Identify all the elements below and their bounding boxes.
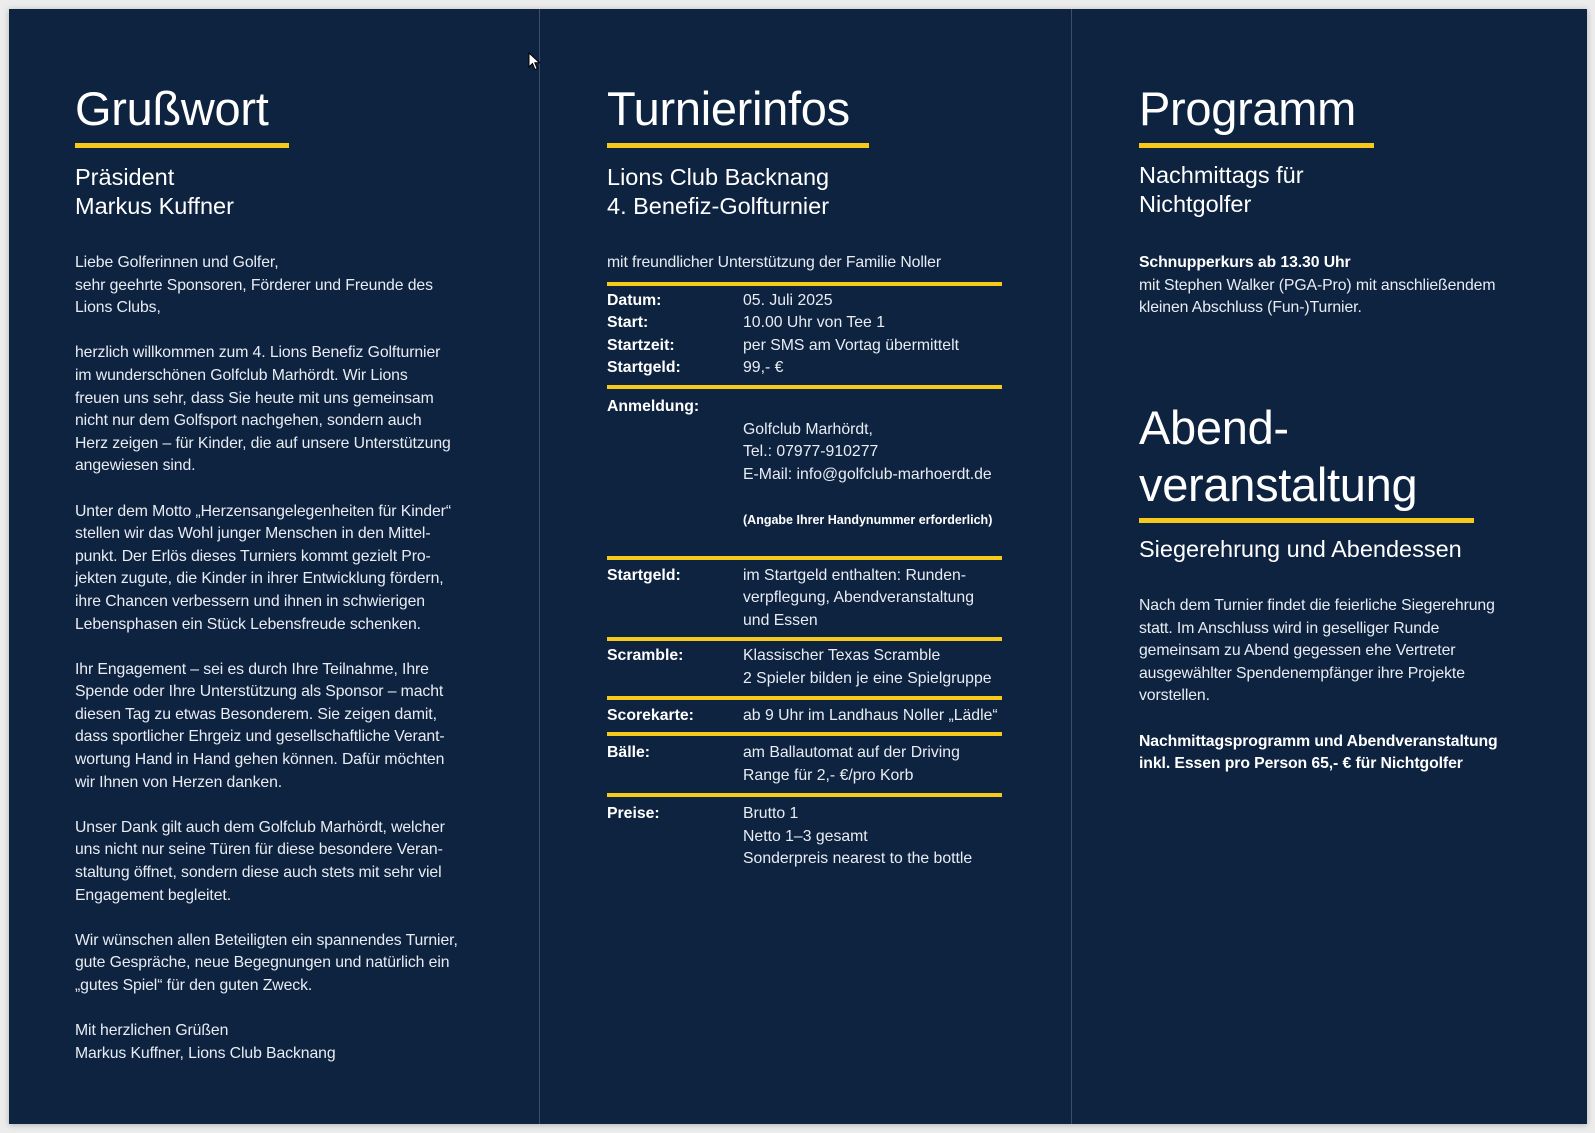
greeting-paragraph: Wir wünschen allen Beteiligten ein spannendes Turnier, gute Gespräche, neue Begegnungen und natürlich ein „gutes Spiel“ für den guten Zweck.: [75, 931, 458, 994]
tournament-title: Turnierinfos: [607, 82, 850, 135]
greeting-paragraph: Ihr Engagement – sei es durch Ihre Teilnahme, Ihre Spende oder Ihre Unterstützung als Sponsor – macht diesen Tag zu etwas Besonderem. Sie zeigen damit, dass sportlicher Ehrgeiz und gesellschaftliche Verant- wortung Hand in Hand gehen können. Dafür möchten wir Ihnen von Herzen danken.: [75, 660, 445, 791]
greeting-title: Grußwort: [75, 82, 269, 135]
info-label: Start:: [607, 314, 649, 332]
tournament-subtitle: Lions Club Backnang 4. Benefiz-Golfturnier: [607, 164, 830, 219]
evening-text: Nach dem Turnier findet die feierliche Siegerehrung statt. Im Anschluss wird in geselliger Runde gemeinsam zu Abend gegessen ehe Vertreter ausgewählter Spendenempfänger ihre Projekte vorstellen.: [1139, 597, 1495, 705]
program-title: Programm: [1139, 82, 1356, 135]
trial-course-section: [1139, 252, 1559, 320]
info-row-date: [607, 290, 1002, 313]
tournament-column: [540, 9, 1071, 1124]
evening-section: [1139, 595, 1569, 776]
info-label: Preise:: [607, 805, 660, 823]
info-value: 05. Juli 2025: [743, 291, 833, 309]
info-row-start: [607, 312, 1002, 335]
tournament-title-underline: [607, 143, 869, 148]
greeting-paragraph: herzlich willkommen zum 4. Lions Benefiz Golfturnier im wunderschönen Golfclub Marhördt. Wir Lions freuen uns sehr, dass Sie heute mit uns gemeinsam nicht nur dem Golfsport nachgehen, sondern auch Herz zeigen – für Kinder, die auf unsere Unterstützung angewiesen sind.: [75, 344, 451, 475]
info-group-registration: [607, 389, 1002, 556]
info-label: Datum:: [607, 291, 662, 309]
info-row-registration: [607, 396, 1002, 554]
info-value: Golfclub Marhördt, Tel.: 07977-910277 E-Mail: info@golfclub-marhoerdt.de: [743, 420, 992, 483]
program-title-underline: [1139, 143, 1374, 148]
mouse-cursor-icon: [528, 52, 542, 72]
info-row-included: [607, 565, 1002, 633]
trial-course-text: mit Stephen Walker (PGA-Pro) mit anschließendem kleinen Abschluss (Fun-)Turnier.: [1139, 276, 1496, 317]
program-subtitle: Nachmittags für Nichtgolfer: [1139, 162, 1304, 217]
tournament-info-table: [607, 252, 1002, 877]
info-value: per SMS am Vortag übermittelt: [743, 336, 959, 354]
info-row-balls: [607, 742, 1002, 787]
greeting-title-underline: [75, 143, 289, 148]
info-label: Anmeldung:: [607, 397, 700, 415]
info-row-prizes: [607, 803, 1002, 871]
info-group-balls: [607, 736, 1002, 793]
flyer-page: [9, 9, 1587, 1124]
info-value: Klassischer Texas Scramble 2 Spieler bilden je eine Spielgruppe: [743, 647, 992, 687]
info-group-scorecard: [607, 700, 1002, 733]
info-note: (Angabe Ihrer Handynummer erforderlich): [743, 512, 993, 527]
price-note: Nachmittagsprogramm und Abendveranstaltung inkl. Essen pro Person 65,- € für Nichtgolfer: [1139, 732, 1498, 773]
evening-title-line1: Abend-: [1139, 401, 1289, 454]
evening-title-underline: [1139, 518, 1474, 523]
greeting-letter: [75, 252, 495, 1065]
info-label: Scorekarte:: [607, 706, 694, 724]
evening-title-line2: veranstaltung: [1139, 458, 1418, 511]
info-value: im Startgeld enthalten: Runden- verpflegung, Abendveranstaltung und Essen: [743, 566, 974, 629]
info-label: Startgeld:: [607, 359, 681, 377]
greeting-paragraph: Unter dem Motto „Herzensangelegenheiten für Kinder“ stellen wir das Wohl junger Menschen in den Mittel- punkt. Der Erlös dieses Turniers kommt gezielt Pro- jekten zugute, die Kinder in ihrer Entwicklung fördern, ihre Chancen verbessern und ihnen in schwierigen Lebensphasen ein Stück Lebensfreude schenken.: [75, 502, 451, 633]
greeting-column: [9, 9, 539, 1124]
info-row-scramble: [607, 645, 1002, 690]
info-value: ab 9 Uhr im Landhaus Noller „Lädle“: [743, 706, 998, 724]
info-value: 10.00 Uhr von Tee 1: [743, 314, 885, 332]
info-group-scramble: [607, 641, 1002, 695]
info-value-wrapper: [743, 396, 1002, 554]
info-label: Scramble:: [607, 647, 684, 665]
info-label: Startgeld:: [607, 566, 681, 584]
info-label: Startzeit:: [607, 336, 675, 354]
info-group-prizes: [607, 797, 1002, 877]
greeting-subtitle: Präsident Markus Kuffner: [75, 164, 234, 219]
trial-course-heading: Schnupperkurs ab 13.30 Uhr: [1139, 254, 1351, 271]
info-group-basics: [607, 286, 1002, 385]
sponsor-line: mit freundlicher Unterstützung der Familie Noller: [607, 254, 941, 271]
greeting-paragraph: Liebe Golferinnen und Golfer, sehr geehrte Sponsoren, Förderer und Freunde des Lions Clubs,: [75, 254, 433, 317]
info-value: 99,- €: [743, 359, 784, 377]
info-value: Brutto 1 Netto 1–3 gesamt Sonderpreis nearest to the bottle: [743, 805, 973, 868]
info-label: Bälle:: [607, 744, 651, 762]
info-row-start-time: [607, 335, 1002, 358]
greeting-signature: Mit herzlichen Grüßen Markus Kuffner, Lions Club Backnang: [75, 1022, 336, 1062]
info-row-fee: [607, 357, 1002, 380]
greeting-paragraph: Unser Dank gilt auch dem Golfclub Marhördt, welcher uns nicht nur seine Türen für diese besondere Veran- staltung öffnet, sondern diese auch stets mit sehr viel Engagement begleitet.: [75, 818, 445, 904]
program-column: [1072, 9, 1587, 1124]
info-group-included: [607, 560, 1002, 638]
info-value: am Ballautomat auf der Driving Range für 2,- €/pro Korb: [743, 744, 960, 784]
evening-subtitle: Siegerehrung und Abendessen: [1139, 536, 1462, 562]
info-row-scorecard: [607, 705, 1002, 728]
